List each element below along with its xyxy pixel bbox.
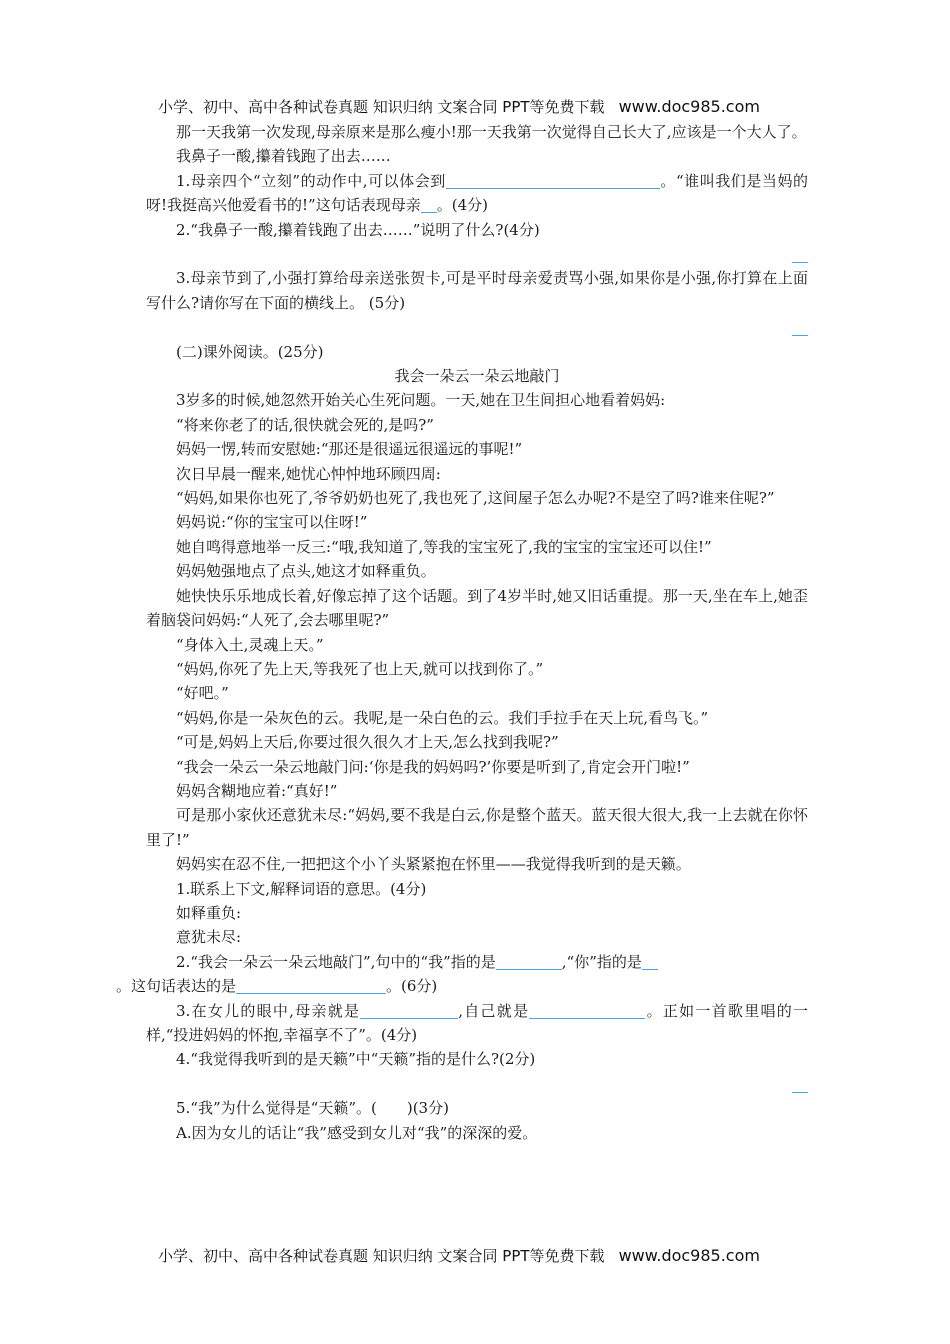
- article-paragraph: 可是那小家伙还意犹未尽:“妈妈,要不我是白云,你是整个蓝天。蓝天很大很大,我一上去就在你怀里了!”: [146, 806, 808, 849]
- answer-blank[interactable]: [642, 953, 658, 970]
- answer-blank[interactable]: [529, 1002, 645, 1019]
- question-2: 2.“我会一朵云一朵云地敲门”,句中的“我”指的是 ,“你”指的是 。这句话表达的是 。(6分): [146, 950, 808, 999]
- answer-line: [146, 242, 808, 266]
- article-paragraph: 妈妈勉强地点了点头,她这才如释重负。: [176, 562, 436, 581]
- footer-banner: [158, 1245, 798, 1266]
- article-paragraph: “可是,妈妈上天后,你要过很久很久才上天,怎么找到我呢?”: [176, 733, 559, 752]
- banner-text: 小学、初中、高中各种试卷真题 知识归纳 文案合同 PPT等免费下载: [158, 98, 605, 116]
- article-paragraph: “妈妈,你死了先上天,等我死了也上天,就可以找到你了。”: [176, 659, 544, 678]
- question-3: 3.在女儿的眼中,母亲就是 ,自己就是 。正如一首歌里唱的一样,“投进妈妈的怀抱,幸福享不了”。(4分): [146, 1001, 808, 1044]
- article-paragraph: “我会一朵云一朵云地敲门问:‘你是我的妈妈吗?’你要是听到了,肯定会开门啦!”: [176, 757, 690, 776]
- answer-line: [146, 315, 808, 339]
- article-paragraph: 妈妈含糊地应着:“真好!”: [176, 781, 338, 800]
- article-paragraph: “将来你老了的话,很快就会死的,是吗?”: [176, 415, 434, 434]
- banner-site[interactable]: www.doc985.com: [618, 97, 760, 116]
- answer-blank[interactable]: [792, 1076, 808, 1093]
- option-a: A.因为女儿的话让“我”感受到女儿对“我”的深深的爱。: [176, 1123, 538, 1142]
- question-3: 3.母亲节到了,小强打算给母亲送张贺卡,可是平时母亲爱责骂小强,如果你是小强,你打算在上面写什么?请你写在下面的横线上。 (5分): [146, 269, 808, 312]
- term-prompt: 如释重负:: [176, 903, 242, 922]
- article-paragraph: 3岁多的时候,她忽然开始关心生死问题。一天,她在卫生间担心地看着妈妈:: [176, 391, 666, 410]
- paragraph: 那一天我第一次发现,母亲原来是那么瘦小!那一天我第一次觉得自己长大了,应该是一个大人了。: [176, 123, 807, 141]
- question-1: 1.母亲四个“立刻”的动作中,可以体会到 。“谁叫我们是当妈的呀!我挺高兴他爱看书的!”这句话表现母亲 。(4分): [146, 171, 808, 215]
- article-paragraph: “身体入土,灵魂上天。”: [176, 635, 324, 654]
- answer-blank[interactable]: [496, 953, 562, 970]
- question-5: 5.“我”为什么觉得是“天籁”。( )(3分): [176, 1099, 449, 1118]
- article-paragraph: “好吧。”: [176, 684, 229, 703]
- question-1: 1.联系上下文,解释词语的意思。(4分): [176, 879, 427, 898]
- term-prompt: 意犹未尽:: [176, 928, 242, 947]
- section-heading: (二)课外阅读。(25分): [176, 342, 324, 361]
- article-paragraph: 次日早晨一醒来,她忧心忡忡地环顾四周:: [176, 464, 441, 483]
- answer-line: [146, 1072, 808, 1096]
- article-paragraph: 妈妈实在忍不住,一把把这个小丫头紧紧抱在怀里——我觉得我听到的是天籁。: [176, 855, 691, 874]
- answer-blank[interactable]: [792, 319, 808, 336]
- article-paragraph: 妈妈说:“你的宝宝可以住呀!”: [176, 513, 368, 532]
- article-paragraph: “妈妈,如果你也死了,爷爷奶奶也死了,我也死了,这间屋子怎么办呢?不是空了吗?谁来住呢?”: [176, 489, 775, 508]
- answer-blank[interactable]: [360, 1002, 458, 1019]
- banner-text: 小学、初中、高中各种试卷真题 知识归纳 文案合同 PPT等免费下载: [158, 1247, 605, 1265]
- question-4: 4.“我觉得我听到的是天籁”中“天籁”指的是什么?(2分): [176, 1050, 536, 1069]
- question-2: 2.“我鼻子一酸,攥着钱跑了出去……”说明了什么?(4分): [176, 220, 540, 239]
- article-paragraph: “妈妈,你是一朵灰色的云。我呢,是一朵白色的云。我们手拉手在天上玩,看鸟飞。”: [176, 708, 709, 727]
- banner-site[interactable]: www.doc985.com: [618, 1246, 760, 1265]
- answer-blank[interactable]: [421, 196, 437, 213]
- answer-blank[interactable]: [792, 246, 808, 263]
- document-body: [116, 120, 808, 1145]
- article-paragraph: 她自鸣得意地举一反三:“哦,我知道了,等我的宝宝死了,我的宝宝的宝宝还可以住!”: [176, 537, 712, 556]
- paragraph: 我鼻子一酸,攥着钱跑了出去……: [176, 147, 391, 166]
- article-paragraph: 妈妈一愣,转而安慰她:“那还是很遥远很遥远的事呢!”: [176, 440, 523, 459]
- answer-blank[interactable]: [236, 977, 386, 994]
- article-paragraph: 她快快乐乐地成长着,好像忘掉了这个话题。到了4岁半时,她又旧话重提。那一天,坐在车上,她歪着脑袋问妈妈:“人死了,会去哪里呢?”: [146, 586, 808, 630]
- answer-blank[interactable]: [446, 172, 660, 189]
- header-banner: [158, 96, 798, 117]
- article-title: 我会一朵云一朵云地敲门: [394, 367, 560, 386]
